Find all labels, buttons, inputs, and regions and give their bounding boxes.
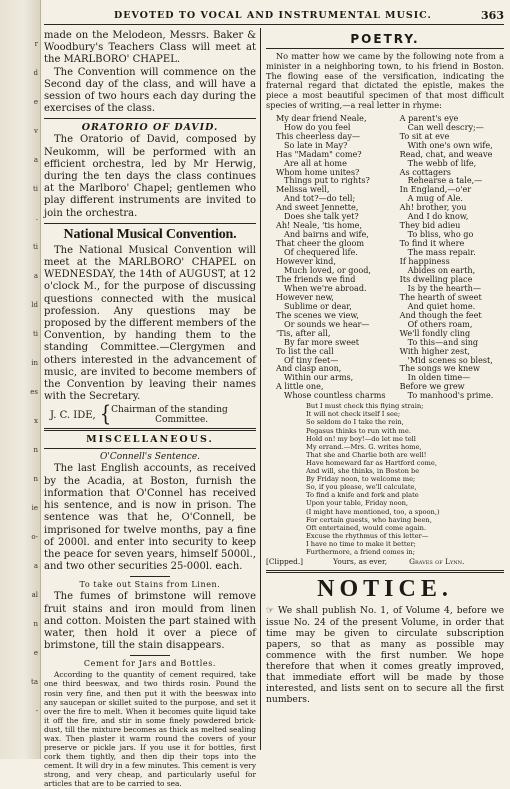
verse-line: To this—and sing xyxy=(407,336,479,347)
verse-line: Of tiny feet— xyxy=(284,354,339,365)
notice-text: We shall publish No. 1, of Volume 4, before we issue No. 24 of the present Volume, in order that time may be given to circulate subscription papers, so that as many as possible may commence with the first number. We hope therefore that when it comes greatly improved, that immediate effort will be made by those interested, and lists sent on to secure all the first numbers. xyxy=(266,605,505,706)
running-head xyxy=(44,8,504,25)
binding-margin xyxy=(0,0,41,759)
miscellaneous-heading: MISCELLANEOUS. xyxy=(86,434,214,446)
verse-line: So late in May? xyxy=(284,139,348,150)
margin-fragment: ti xyxy=(32,330,38,338)
verse-line: Can well descry;— xyxy=(407,121,484,132)
margin-fragment: a xyxy=(33,272,38,280)
left-column xyxy=(44,30,256,789)
margin-fragment: ti xyxy=(32,243,38,251)
margin-fragment: ta xyxy=(31,678,38,686)
poetry-intro: No matter how we came by the following note from a minister in a neighboring town, to his friend in Boston. The flowing ease of the versification, indicating the fraternal regard that dictated the epistle, makes the piece a most beautiful specimen of that most difficult species of writing,—a real letter in rhyme: xyxy=(266,51,504,110)
verse-line: Rehearse a tale,— xyxy=(407,175,483,186)
stains-paragraph: The fumes of brimstone will remove fruit stains and iron mould from linen and cotton. Moisten the part stained with water, then hold it over a piece of brimstone, till the stain disappears. xyxy=(44,591,256,652)
verse-line: And will, she thinks, in Boston be xyxy=(306,467,420,476)
margin-fragment: n xyxy=(33,620,38,628)
verse-line: Ah! Neale, 'tis home, xyxy=(276,220,363,231)
verse-line: My errand.—Mrs. G. writes home, xyxy=(306,442,422,451)
margin-fragment: e xyxy=(33,98,38,106)
verse-line: Pegasus thinks to run with me. xyxy=(306,426,411,435)
verse-line: The friends we find xyxy=(276,273,356,284)
verse-line: We'll fondly cling xyxy=(399,327,471,338)
verse-line: And bairns and wife, xyxy=(284,229,369,240)
short-divider xyxy=(130,655,170,656)
margin-fragment: in xyxy=(31,359,38,367)
verse-line: Its dwelling place xyxy=(399,273,473,284)
verse-line: If happiness xyxy=(399,256,450,267)
verse-line: Whose countless charms xyxy=(284,390,386,401)
verse-right xyxy=(400,114,504,401)
margin-fragment: n xyxy=(33,446,38,454)
margin-fragment: ie xyxy=(31,504,38,512)
verse-line: Oft entertained, would come again. xyxy=(306,523,427,532)
oconnell-paragraph: The last English accounts, as received by the Acadia, at Boston, furnish the information that O'Connel has received his sentence, and is now in prison. The sentence was that he, O'Connell, be imprisoned for twelve months, pay a fine of 2000l. and enter into security to keep the peace for seven years, himself 5000l., and two other securities 25-000l. each. xyxy=(44,463,256,573)
intro-paragraph-2: The Convention will commence on the Second day of the class, and will have a session of two hours each day during the exercises of the class. xyxy=(44,66,256,115)
margin-fragment: - xyxy=(35,707,38,715)
verse-line: And quiet home. xyxy=(407,300,476,311)
verse-line: Or sounds we hear— xyxy=(284,318,370,329)
verse-line: Has "Madam" come? xyxy=(276,148,362,159)
margin-fragment: n xyxy=(33,475,38,483)
verse-columns xyxy=(266,114,504,401)
verse-line: With one's own wife, xyxy=(407,139,493,150)
margin-fragment: al xyxy=(31,591,38,599)
verse-line: The scenes we view, xyxy=(276,309,359,320)
verse-line: Ah! brother, you xyxy=(399,202,467,213)
verse-line: To manhood's prime. xyxy=(407,390,494,401)
closing-line: Yours, as ever, xyxy=(333,557,388,567)
verse-line: Of chequered life. xyxy=(284,247,358,258)
verse-line: Melissa well, xyxy=(276,184,330,195)
verse-line: Hold on! my boy!—do let me tell xyxy=(306,434,416,443)
verse-line: The mass repair. xyxy=(407,247,476,258)
verse-line: 'Mid scenes so blest, xyxy=(407,354,493,365)
verse-line: And tot?—do tell; xyxy=(284,193,356,204)
cement-heading: Cement for Jars and Bottles. xyxy=(83,659,217,669)
signature-name: J. C. IDE, xyxy=(50,409,96,421)
margin-fragment: d xyxy=(33,69,38,77)
verse-line: With higher zest, xyxy=(399,345,470,356)
brace-glyph: { xyxy=(99,402,112,428)
verse-line: That she and Charlie both are well! xyxy=(306,450,427,459)
verse-line: I have no time to make it better; xyxy=(306,539,416,548)
verse-line: A mug of Ale. xyxy=(407,193,463,204)
poetry-heading: POETRY. xyxy=(350,32,420,46)
verse-line: By far more sweet xyxy=(284,336,360,347)
short-divider xyxy=(130,576,170,577)
verse-line: Whom home unites? xyxy=(276,166,360,177)
verse-bottom xyxy=(266,402,504,556)
verse-line: Does she talk yet? xyxy=(284,211,359,222)
verse-line: In England,—o'er xyxy=(399,184,472,195)
column-divider xyxy=(260,28,261,750)
margin-fragment: r xyxy=(34,40,38,48)
verse-line: Read, chat, and weave xyxy=(399,148,493,159)
margin-fragment: a xyxy=(33,562,38,570)
oratorio-paragraph: The Oratorio of David, composed by Neukomm, will be performed with an efficient orchestra, led by Mr Herwig, during the ten days the class continues at the Marlboro' Chapel; gentlemen who play different instruments are invited to join the orchestra. xyxy=(44,134,256,219)
convention-paragraph: The National Musical Convention will meet at the MARLBORO' CHAPEL on WEDNESDAY, the 14th of AUGUST, at 12 o'clock M., for the purpose of discussing questions connected with the musical profession. Any questions may be proposed by the different members of the Convention, by handing them to the standing Committee.—Clergymen and others interested in the advancement of music, are invited to become members of the Convention by leaving their names with the Secretary. xyxy=(44,244,256,403)
notice-paragraph xyxy=(266,605,504,705)
margin-fragment: . xyxy=(35,214,38,222)
verse-line: Are all at home xyxy=(284,157,347,168)
oratorio-heading: ORATORIO OF DAVID. xyxy=(81,122,219,134)
margin-fragment: ti xyxy=(32,185,38,193)
verse-line: However new, xyxy=(276,291,334,302)
verse-line: In olden time— xyxy=(407,372,471,383)
signature-role-line-2: Committee. xyxy=(155,415,209,426)
margin-fragment: o- xyxy=(31,533,38,541)
verse-line: By Friday noon, to welcome me; xyxy=(306,475,416,484)
verse-line: As cottagers xyxy=(399,166,451,177)
verse-line: Excuse the rhythmus of this letter— xyxy=(306,531,429,540)
verse-line: And I do know, xyxy=(407,211,469,222)
verse-line: To sit at eve xyxy=(399,130,450,141)
divider xyxy=(44,118,256,119)
margin-fragment: e xyxy=(33,649,38,657)
verse-line: To find a knife and fork and plate xyxy=(306,491,419,500)
verse-line: Upon your table, Friday noon, xyxy=(306,499,409,508)
verse-line: Abides on earth, xyxy=(407,264,476,275)
verse-line: A parent's eye xyxy=(399,112,459,123)
verse-line: To bliss, who go xyxy=(407,229,474,240)
verse-line: However kind, xyxy=(276,256,336,267)
margin-fragment: ld xyxy=(31,301,38,309)
margin-fragment: a xyxy=(33,156,38,164)
signature-block xyxy=(44,402,256,428)
verse-line: They bid adieu xyxy=(399,220,461,231)
verse-line: The hearth of sweet xyxy=(399,291,482,302)
verse-line: Sublime or dear, xyxy=(284,300,352,311)
verse-line: How do you feel xyxy=(284,121,351,132)
verse-line: 'Tis, after all, xyxy=(276,327,331,338)
oconnell-heading: O'Connell's Sentence. xyxy=(99,452,201,463)
intro-paragraph-1: made on the Melodeon, Messrs. Baker & Woodbury's Teachers Class will meet at the MARLBORO' CHAPEL. xyxy=(44,30,256,66)
newspaper-page xyxy=(44,8,505,789)
verse-line: And sweet Jennette, xyxy=(276,202,359,213)
verse-line: The songs we knew xyxy=(399,363,480,374)
verse-line: Before we grew xyxy=(399,381,465,392)
running-head-title: DEVOTED TO VOCAL AND INSTRUMENTAL MUSIC. xyxy=(114,10,432,21)
verse-line: Of others roam, xyxy=(407,318,473,329)
convention-heading: National Musical Convention. xyxy=(63,226,237,242)
verse-line: Within our arms, xyxy=(284,372,354,383)
verse-line: To list the call xyxy=(276,345,334,356)
verse-line: That cheer the gloom xyxy=(276,238,365,249)
divider xyxy=(44,448,256,449)
verse-left xyxy=(266,114,400,401)
verse-line: Things put to rights? xyxy=(284,175,370,186)
divider xyxy=(266,48,504,49)
verse-line: For certain guests, who having been, xyxy=(306,515,432,524)
verse-line: Have homeward far as Hartford come, xyxy=(306,458,437,467)
verse-line: But I must check this flying strain; xyxy=(306,402,424,411)
signature-role xyxy=(111,405,228,425)
signature-role-line-1: Chairman of the standing xyxy=(111,405,228,416)
margin-fragment: x xyxy=(34,417,38,425)
verse-line: And clasp anon, xyxy=(276,363,342,374)
clipped-note: [Clipped.] xyxy=(266,557,304,567)
stains-heading: To take out Stains from Linen. xyxy=(79,580,221,590)
notice-heading: NOTICE. xyxy=(317,576,453,603)
verse-line: So seldom do I take the rein, xyxy=(306,418,404,427)
author-name: Graves of Lynn. xyxy=(409,557,465,567)
divider xyxy=(44,223,256,224)
verse-line: Furthermore, a friend comes in; xyxy=(306,547,415,556)
verse-line: My dear friend Neale, xyxy=(276,112,367,123)
verse-line: Is by the hearth— xyxy=(407,282,481,293)
pointing-hand-icon: ☞ xyxy=(266,606,275,617)
verse-line: Much loved, or good, xyxy=(284,264,371,275)
cement-paragraph: According to the quantity of cement required, take one third beeswax, and two thirds rosin. Pound the rosin very fine, and then put it with the beeswax into any saucepan or skillet suited to the purpose, and set it over the fire to melt. When it becomes quite liquid take it off the fire, and stir in some finely powdered brick-dust, till the mixture becomes as thick as melted sealing wax. Then plaster it warm round the covers of your preserve or pickle jars. If you use it for bottles, first cork them tightly, and then dip their tops into the cement. It will dry in a few minutes. This cement is very strong, and very cheap, and particularly useful for articles that are to be carried to sea. xyxy=(44,670,256,789)
margin-fragment: v xyxy=(34,127,38,135)
verse-line: To find it where xyxy=(399,238,465,249)
verse-line: This cheerless day— xyxy=(276,130,361,141)
verse-line: So, if you please, we'll calculate, xyxy=(306,483,417,492)
double-divider xyxy=(266,570,504,573)
verse-signature xyxy=(266,557,504,566)
verse-line: (I might have mentioned, too, a spoon,) xyxy=(306,507,440,516)
double-divider xyxy=(44,428,256,431)
right-column xyxy=(266,30,504,705)
verse-line: And though the feet xyxy=(399,309,482,320)
verse-line: It will not check itself I see; xyxy=(306,410,401,419)
verse-line: When we're abroad. xyxy=(284,282,367,293)
page-number: 363 xyxy=(481,9,504,22)
verse-line: The webb of life, xyxy=(407,157,477,168)
margin-fragment: es xyxy=(30,388,38,396)
verse-line: A little one, xyxy=(276,381,324,392)
